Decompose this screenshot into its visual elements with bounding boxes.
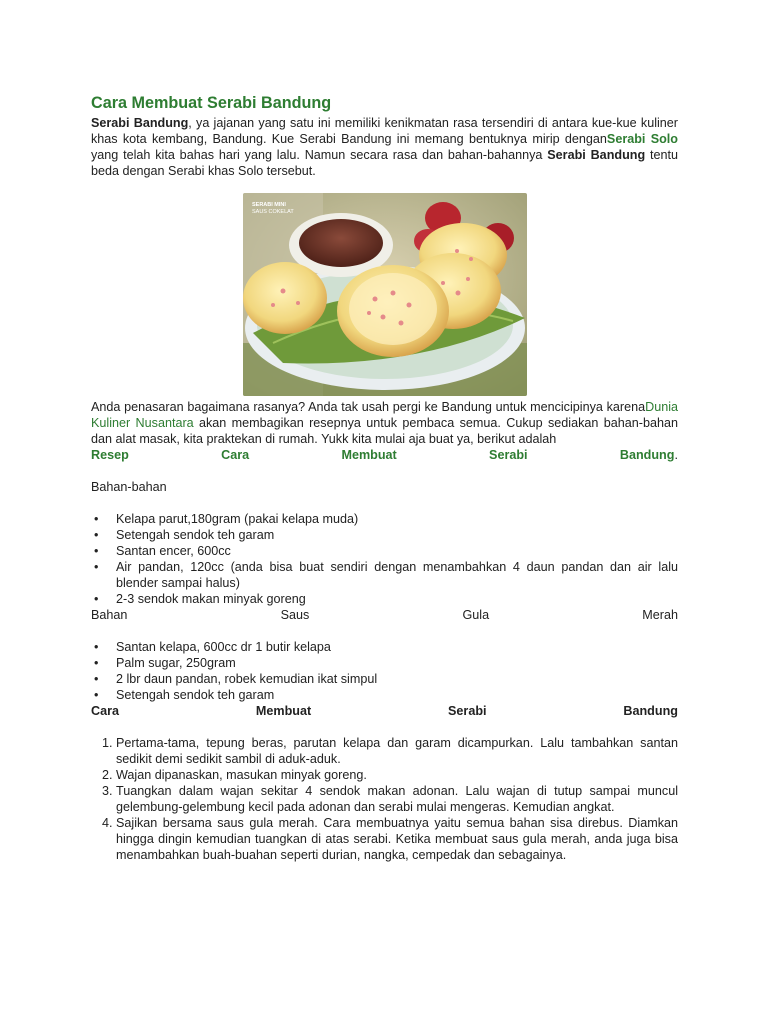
step-text: Tuangkan dalam wajan sekitar 4 sendok makan adonan. Lalu wajan di tutup sampai muncul gelembung-gelembung kecil pada adonan dan serabi mulai mengeras. Kemudian angkat. [116, 784, 678, 814]
saus-heading-word: Saus [280, 608, 310, 622]
cara-heading-word: Cara [91, 704, 120, 718]
article-title: Cara Membuat Serabi Bandung [91, 94, 332, 112]
list-item [116, 591, 678, 607]
list-item [116, 527, 678, 543]
list-item-text: Setengah sendok teh garam [116, 688, 275, 702]
step-text: Pertama-tama, tepung beras, parutan kelapa dan garam dicampurkan. Lalu tambahkan santan sedikit demi sedikit sambil di aduk-aduk. [116, 736, 678, 766]
dunia-kuliner-link[interactable]: Dunia Kuliner Nusantara [91, 400, 678, 430]
cara-word[interactable]: Cara [221, 448, 250, 462]
list-item [116, 543, 678, 559]
para2-text-1: Anda penasaran bagaimana rasanya? Anda tak usah pergi ke Bandung untuk mencicipinya karena [91, 400, 646, 414]
step-item [116, 815, 678, 863]
list-item-text: Santan kelapa, 600cc dr 1 butir kelapa [116, 640, 331, 654]
second-paragraph [91, 399, 678, 447]
list-item [116, 671, 678, 687]
cara-heading [91, 703, 678, 719]
intro-paragraph [91, 115, 678, 179]
serabi-word[interactable]: Serabi [489, 448, 528, 462]
bandung-word-wrap[interactable] [620, 447, 678, 463]
list-item-text: Kelapa parut,180gram (pakai kelapa muda) [116, 512, 359, 526]
list-item [116, 511, 678, 527]
list-item [116, 559, 678, 591]
list-item [116, 655, 678, 671]
list-item-text: Santan encer, 600cc [116, 544, 231, 558]
cara-heading-word: Serabi [448, 704, 487, 718]
saus-heading [91, 607, 678, 623]
step-text: Sajikan bersama saus gula merah. Cara membuatnya yaitu semua bahan sisa direbus. Diamkan hingga dingin kemudian tuangkan di atas serabi. Ketika membuat saus gula merah, anda juga bisa menambahkan buah-buahan seperti durian, nangka, cempedak dan sebagainya. [116, 816, 678, 862]
article [91, 93, 678, 863]
step-item [116, 767, 678, 783]
serabi-solo-link[interactable]: Serabi Solo [606, 132, 678, 146]
step-text: Wajan dipanaskan, masukan minyak goreng. [116, 768, 367, 782]
intro-bold-term-2: Serabi Bandung [547, 148, 646, 162]
saus-heading-word: Bahan [91, 608, 128, 622]
photo-caption-2: SAUS COKELAT [252, 209, 294, 215]
bahan-heading: Bahan-bahan [91, 480, 167, 494]
serabi-photo [243, 193, 527, 396]
list-item-text: 2 lbr daun pandan, robek kemudian ikat simpul [116, 672, 378, 686]
resep-word[interactable]: Resep [91, 448, 129, 462]
cara-heading-word: Bandung [623, 704, 678, 718]
list-item-text: Palm sugar, 250gram [116, 656, 236, 670]
intro-text-2: yang telah kita bahas hari yang lalu. Namun secara rasa dan bahan-bahannya [91, 148, 548, 162]
bahan-list [91, 511, 678, 607]
list-item-text: Air pandan, 120cc (anda bisa buat sendiri dengan menambahkan 4 daun pandan dan air lalu blender sampai halus) [116, 560, 678, 590]
step-item [116, 783, 678, 815]
period: . [674, 448, 678, 462]
membuat-word[interactable]: Membuat [341, 448, 397, 462]
intro-bold-term: Serabi Bandung [91, 116, 189, 130]
photo-container [91, 193, 678, 399]
cara-heading-word: Membuat [255, 704, 312, 718]
photo-caption-1: SERABI MINI [252, 202, 286, 208]
saus-heading-word: Gula [462, 608, 490, 622]
list-item-text: 2-3 sendok makan minyak goreng [116, 592, 306, 606]
bandung-word[interactable]: Bandung [619, 448, 675, 462]
para2-text-2: akan membagikan resepnya untuk pembaca semua. Cukup sediakan bahan-bahan dan alat masak, kita praktekan di rumah. Yukk kita mulai aja buat ya, berikut adalah [91, 416, 678, 446]
intro-text-3: tentu beda dengan Serabi khas Solo tersebut. [91, 148, 678, 178]
list-item-text: Setengah sendok teh garam [116, 528, 275, 542]
intro-text-1: , ya jajanan yang satu ini memiliki kenikmatan rasa tersendiri di antara kue-kue kuliner khas kota kembang, Bandung. Kue Serabi Bandung ini memang bentuknya mirip dengan [91, 116, 678, 146]
cara-steps-list [91, 735, 678, 863]
list-item [116, 639, 678, 655]
list-item [116, 687, 678, 703]
step-item [116, 735, 678, 767]
saus-list [91, 639, 678, 703]
saus-heading-word: Merah [642, 608, 678, 622]
resep-link-line[interactable] [91, 447, 678, 463]
